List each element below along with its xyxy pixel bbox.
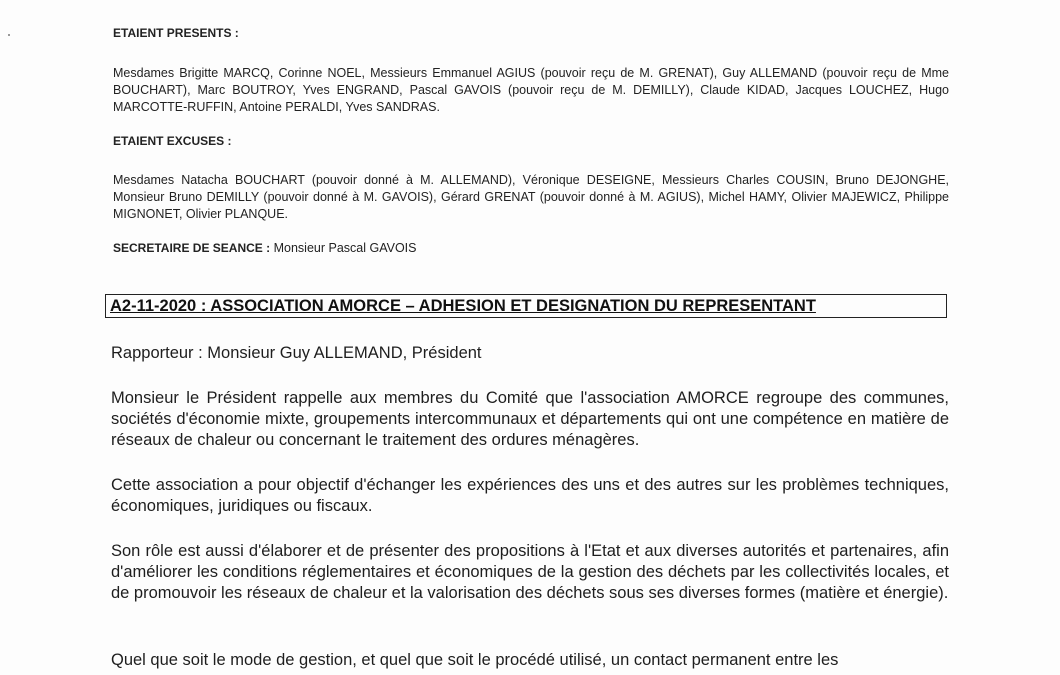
secretaire-label: SECRETAIRE DE SEANCE : [113, 241, 271, 255]
deliberation-title: A2-11-2020 : ASSOCIATION AMORCE – ADHESION ET DESIGNATION DU REPRESENTANT [110, 297, 816, 315]
heading-presents: ETAIENT PRESENTS : [113, 26, 239, 40]
secretaire-line [113, 240, 949, 257]
paragraph-gestion: Quel que soit le mode de gestion, et quel que soit le procédé utilisé, un contact permanent entre les [111, 651, 839, 669]
paragraph-amorce-intro: Monsieur le Président rappelle aux membres du Comité que l'association AMORCE regroupe des communes, sociétés d'économie mixte, groupements intercommunaux et départements qui ont une compétence en matière de réseaux de chaleur ou concernant le traitement des ordures ménagères. [111, 389, 949, 449]
heading-excuses: ETAIENT EXCUSES : [113, 134, 232, 148]
paragraph-objectif: Cette association a pour objectif d'échanger les expériences des uns et des autres sur les problèmes techniques, économiques, juridiques ou fiscaux. [111, 476, 949, 515]
excuses-paragraph: Mesdames Natacha BOUCHART (pouvoir donné à M. ALLEMAND), Véronique DESEIGNE, Messieurs Charles COUSIN, Bruno DEJONGHE, Monsieur Bruno DEMILLY (pouvoir donné à M. GAVOIS), Gérard GRENAT (pouvoir donné à M. AGIUS), Michel HAMY, Olivier MAJEWICZ, Philippe MIGNONET, Olivier PLANQUE. [113, 173, 949, 221]
deliberation-title-box [105, 294, 947, 318]
scan-edge-mark [8, 34, 10, 36]
secretaire-name: Monsieur Pascal GAVOIS [270, 241, 417, 255]
rapporteur-line: Rapporteur : Monsieur Guy ALLEMAND, Président [111, 344, 482, 362]
paragraph-role: Son rôle est aussi d'élaborer et de présenter des propositions à l'Etat et aux diverses autorités et partenaires, afin d'améliorer les conditions réglementaires et économiques de la gestion des déchets par les collectivités locales, et de promouvoir les réseaux de chaleur et la valorisation des déchets sous ses diverses formes (matière et énergie). [111, 542, 949, 602]
presents-paragraph: Mesdames Brigitte MARCQ, Corinne NOEL, Messieurs Emmanuel AGIUS (pouvoir reçu de M. GRENAT), Guy ALLEMAND (pouvoir reçu de Mme BOUCHART), Marc BOUTROY, Yves ENGRAND, Pascal GAVOIS (pouvoir reçu de M. DEMILLY), Claude KIDAD, Jacques LOUCHEZ, Hugo MARCOTTE-RUFFIN, Antoine PERALDI, Yves SANDRAS. [113, 66, 949, 114]
